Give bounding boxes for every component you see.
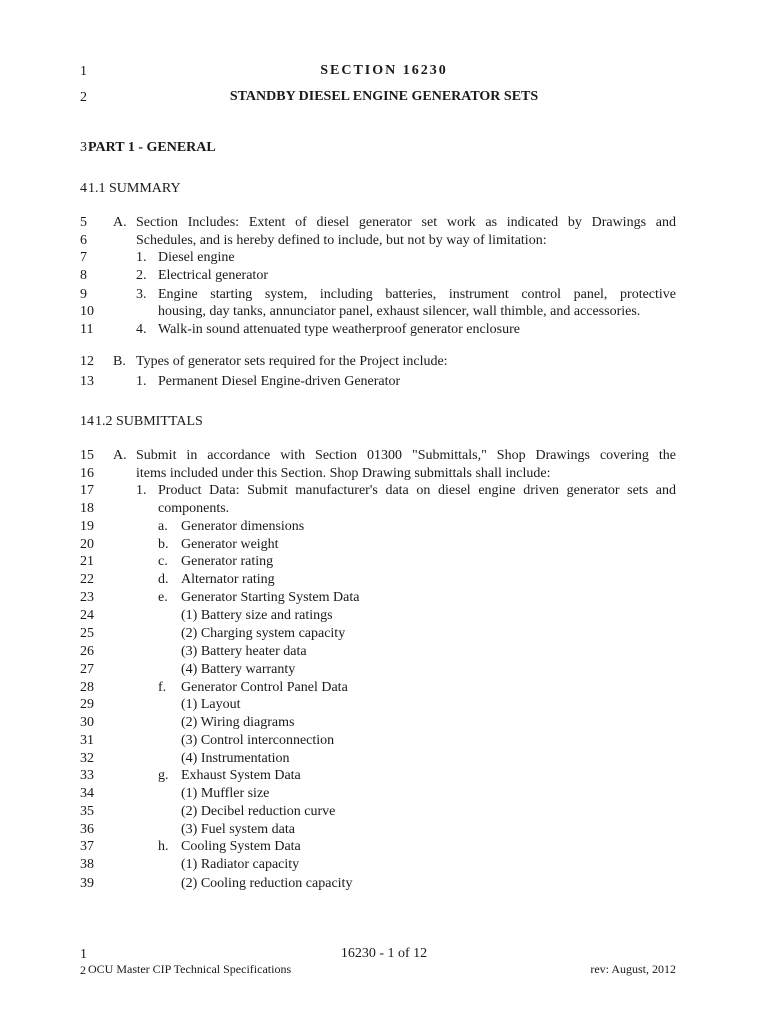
line-number: 11 — [80, 322, 94, 337]
line-number: 31 — [80, 733, 94, 748]
list-marker: g. — [158, 768, 169, 783]
line-number: 10 — [80, 304, 94, 319]
list-marker: 2. — [136, 268, 147, 283]
list-item: Generator weight — [181, 537, 279, 552]
sub-item: (1) Radiator capacity — [181, 857, 300, 872]
line-number: 22 — [80, 572, 94, 587]
paragraph-text: Schedules, and is hereby defined to include, but not by way of limitation: — [136, 233, 547, 248]
line-number: 23 — [80, 590, 94, 605]
list-marker: d. — [158, 572, 169, 587]
line-number: 4 — [80, 181, 87, 196]
list-item: Permanent Diesel Engine-driven Generator — [158, 374, 401, 389]
paragraph-marker: A. — [113, 215, 127, 230]
line-number: 7 — [80, 250, 87, 265]
list-item: Generator Control Panel Data — [181, 680, 348, 695]
line-number: 36 — [80, 822, 94, 837]
list-item: Cooling System Data — [181, 839, 301, 854]
line-number: 32 — [80, 751, 94, 766]
line-number: 26 — [80, 644, 94, 659]
list-marker: a. — [158, 519, 168, 534]
paragraph-marker: B. — [113, 354, 126, 369]
line-number: 20 — [80, 537, 94, 552]
line-number: 19 — [80, 519, 94, 534]
list-marker: 4. — [136, 322, 147, 337]
sub-item: (1) Muffler size — [181, 786, 270, 801]
part-heading: PART 1 - GENERAL — [88, 140, 216, 155]
article-heading: 1.2 SUBMITTALS — [95, 414, 203, 429]
sub-item: (4) Instrumentation — [181, 751, 290, 766]
paragraph-text: Submit in accordance with Section 01300 "Submittals," Shop Drawings covering the — [136, 448, 676, 463]
list-marker: 1. — [136, 374, 147, 389]
line-number: 9 — [80, 287, 87, 302]
line-number: 33 — [80, 768, 94, 783]
line-number: 35 — [80, 804, 94, 819]
list-item: Walk-in sound attenuated type weatherproof generator enclosure — [158, 322, 520, 337]
line-number: 21 — [80, 554, 94, 569]
sub-item: (3) Battery heater data — [181, 644, 307, 659]
paragraph-text: items included under this Section. Shop Drawing submittals shall include: — [136, 466, 551, 481]
section-title: STANDBY DIESEL ENGINE GENERATOR SETS — [229, 89, 539, 104]
line-number: 24 — [80, 608, 94, 623]
line-number: 13 — [80, 374, 94, 389]
list-marker: e. — [158, 590, 168, 605]
list-marker: 1. — [136, 250, 147, 265]
line-number: 14 — [80, 414, 94, 429]
paragraph-text: Types of generator sets required for the Project include: — [136, 354, 448, 369]
line-number: 12 — [80, 354, 94, 369]
line-number: 8 — [80, 268, 87, 283]
list-marker: 1. — [136, 483, 147, 498]
section-number: SECTION 16230 — [320, 63, 448, 78]
sub-item: (2) Wiring diagrams — [181, 715, 295, 730]
line-number: 2 — [80, 90, 87, 105]
list-item: Generator Starting System Data — [181, 590, 360, 605]
sub-item: (3) Fuel system data — [181, 822, 295, 837]
line-number: 37 — [80, 839, 94, 854]
line-number: 25 — [80, 626, 94, 641]
line-number: 1 — [80, 64, 87, 79]
sub-item: (1) Layout — [181, 697, 241, 712]
list-item: Exhaust System Data — [181, 768, 301, 783]
line-number: 27 — [80, 662, 94, 677]
line-number: 34 — [80, 786, 94, 801]
line-number: 28 — [80, 680, 94, 695]
list-marker: f. — [158, 680, 167, 695]
footer-revision: rev: August, 2012 — [590, 962, 676, 976]
line-number: 5 — [80, 215, 87, 230]
line-number: 29 — [80, 697, 94, 712]
line-number: 16 — [80, 466, 94, 481]
line-number: 15 — [80, 448, 94, 463]
line-number: 39 — [80, 876, 94, 891]
footer-line-number: 2 — [80, 963, 86, 977]
footer-line-number: 1 — [80, 947, 87, 962]
sub-item: (2) Decibel reduction curve — [181, 804, 336, 819]
line-number: 17 — [80, 483, 94, 498]
list-item: Diesel engine — [158, 250, 235, 265]
list-marker: b. — [158, 537, 169, 552]
list-marker: c. — [158, 554, 168, 569]
list-marker: 3. — [136, 287, 147, 302]
paragraph-marker: A. — [113, 448, 127, 463]
list-item: housing, day tanks, annunciator panel, exhaust silencer, wall thimble, and accessories. — [158, 304, 641, 319]
line-number: 38 — [80, 857, 94, 872]
footer-document-name: OCU Master CIP Technical Specifications — [88, 962, 292, 976]
list-item: Engine starting system, including batteries, instrument control panel, protective — [158, 287, 676, 302]
article-heading: 1.1 SUMMARY — [88, 181, 181, 196]
sub-item: (2) Cooling reduction capacity — [181, 876, 353, 891]
list-item: Generator dimensions — [181, 519, 305, 534]
list-marker: h. — [158, 839, 169, 854]
sub-item: (2) Charging system capacity — [181, 626, 346, 641]
line-number: 18 — [80, 501, 94, 516]
line-number: 3 — [80, 140, 87, 155]
page-number: 16230 - 1 of 12 — [340, 946, 428, 961]
line-number: 6 — [80, 233, 87, 248]
list-item: Electrical generator — [158, 268, 268, 283]
list-item: Alternator rating — [181, 572, 275, 587]
sub-item: (4) Battery warranty — [181, 662, 296, 677]
sub-item: (3) Control interconnection — [181, 733, 335, 748]
sub-item: (1) Battery size and ratings — [181, 608, 333, 623]
list-item: components. — [158, 501, 230, 516]
list-item: Product Data: Submit manufacturer's data on diesel engine driven generator sets and — [158, 483, 676, 498]
paragraph-text: Section Includes: Extent of diesel generator set work as indicated by Drawings and — [136, 215, 676, 230]
list-item: Generator rating — [181, 554, 274, 569]
line-number: 30 — [80, 715, 94, 730]
